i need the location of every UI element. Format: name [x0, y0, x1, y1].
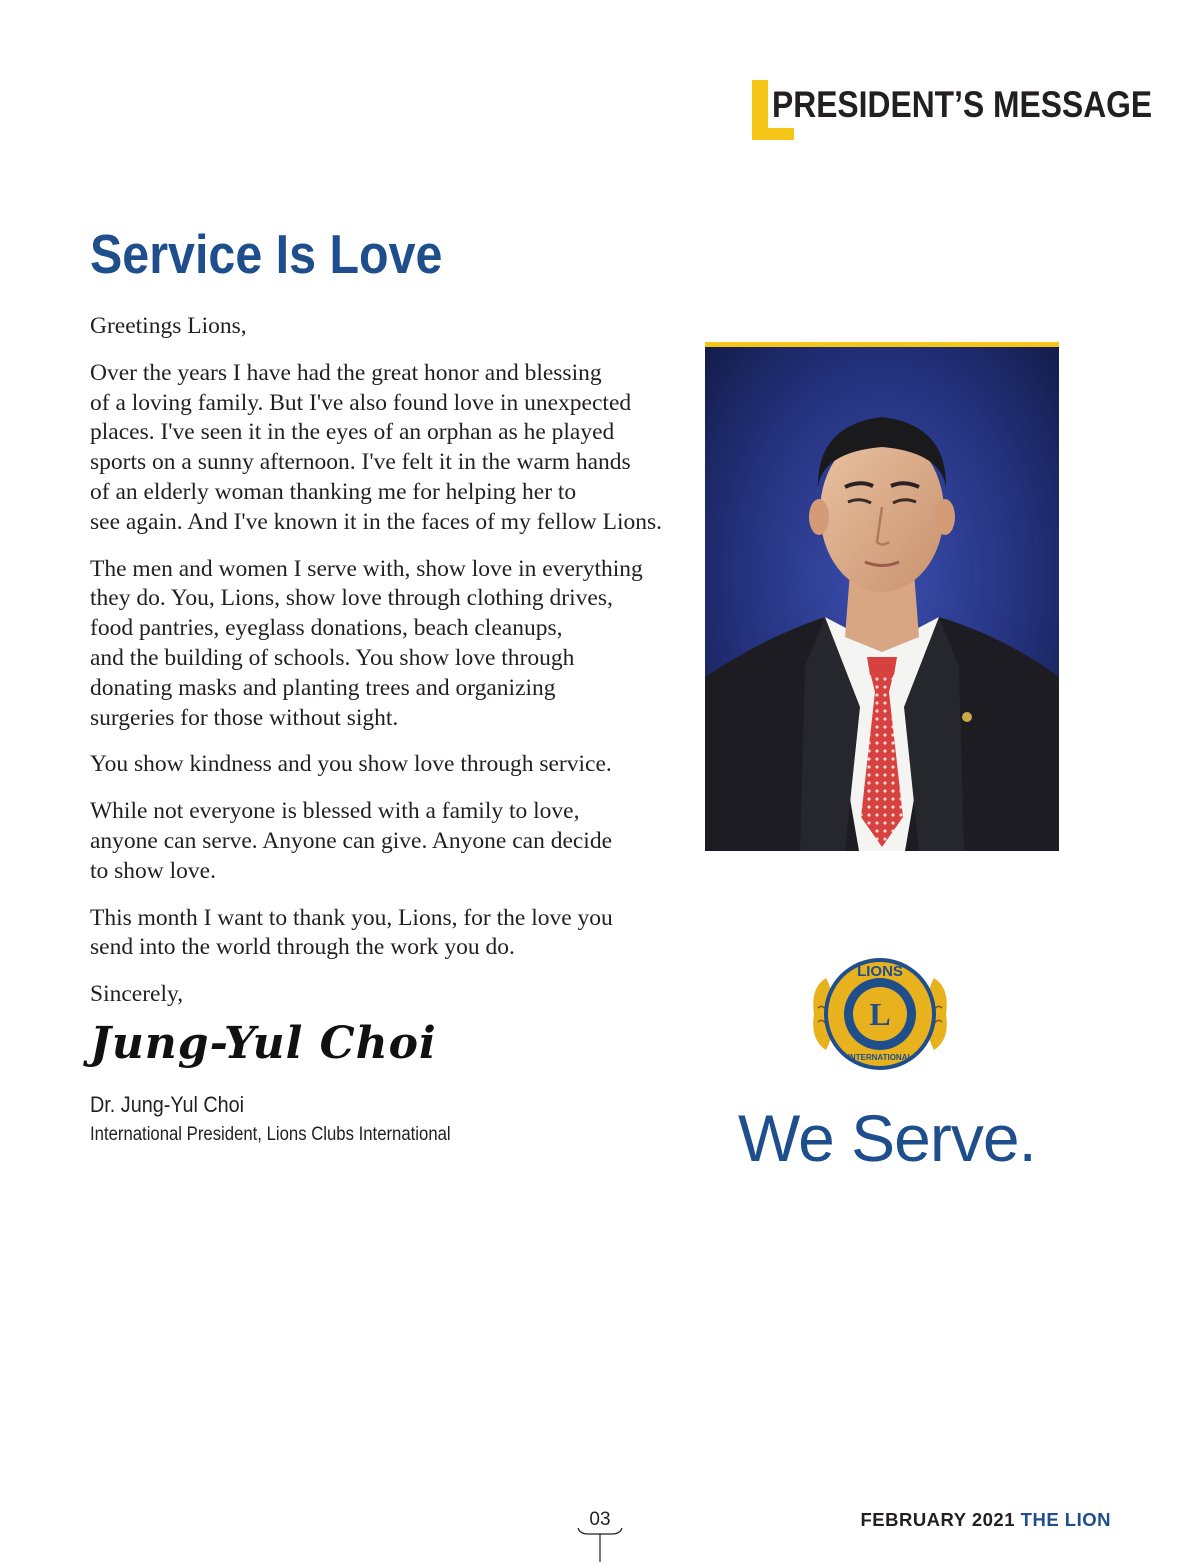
footer-date: FEBRUARY 2021: [860, 1509, 1016, 1530]
tagline: We Serve.: [738, 1101, 1036, 1175]
paragraph-line: of a loving family. But I've also found love in unexpected: [90, 389, 632, 416]
lions-international-logo: [808, 948, 952, 1080]
body-paragraph: [90, 555, 690, 734]
signer-name: Dr. Jung-Yul Choi: [90, 1092, 245, 1117]
signer-title: International President, Lions Clubs International: [90, 1124, 451, 1145]
paragraph-line: food pantries, eyeglass donations, beach cleanups,: [90, 615, 563, 642]
page-number-bracket-icon: [576, 1524, 624, 1564]
body-paragraph: [90, 904, 690, 964]
paragraph-line: anyone can serve. Anyone can give. Anyone can decide: [90, 827, 613, 854]
body-paragraph: [90, 750, 690, 780]
paragraph-line: places. I've seen it in the eyes of an orphan as he played: [90, 419, 615, 446]
president-portrait: [705, 342, 1059, 851]
paragraph-line: You show kindness and you show love through service.: [90, 751, 612, 778]
section-tag: [752, 80, 1153, 142]
article-body: [90, 312, 690, 1027]
logo-top-text: LIONS: [857, 963, 903, 980]
body-paragraph: [90, 359, 690, 538]
paragraph-line: to show love.: [90, 857, 216, 884]
handwritten-signature: Jung-Yul Choi: [90, 1018, 437, 1069]
footer-issue: [860, 1509, 1111, 1531]
body-paragraph: [90, 797, 690, 886]
paragraph-line: they do. You, Lions, show love through clothing drives,: [90, 585, 613, 612]
portrait-image: [705, 347, 1059, 851]
paragraphs: [90, 359, 690, 963]
paragraph-line: donating masks and planting trees and organizing: [90, 674, 556, 701]
article-title: Service Is Love: [90, 223, 443, 285]
closing: Sincerely,: [90, 981, 184, 1008]
logo-center-letter: L: [869, 996, 891, 1032]
greeting: Greetings Lions,: [90, 313, 247, 339]
paragraph-line: The men and women I serve with, show love in everything: [90, 555, 643, 582]
paragraph-line: sports on a sunny afternoon. I've felt it in the warm hands: [90, 449, 631, 476]
paragraph-line: and the building of schools. You show love through: [90, 644, 575, 671]
section-label: PRESIDENT’S MESSAGE: [772, 84, 1153, 125]
paragraph-line: This month I want to thank you, Lions, for the love you: [90, 904, 613, 931]
paragraph-line: of an elderly woman thanking me for helping her to: [90, 478, 577, 505]
paragraph-line: send into the world through the work you do.: [90, 934, 515, 961]
page-number: 03: [589, 1509, 611, 1530]
paragraph-line: While not everyone is blessed with a family to love,: [90, 798, 580, 825]
paragraph-line: surgeries for those without sight.: [90, 704, 399, 731]
logo-bottom-text: INTERNATIONAL: [847, 1053, 913, 1062]
paragraph-line: see again. And I've known it in the faces of my fellow Lions.: [90, 508, 663, 535]
tag-bracket-horizontal: [752, 128, 794, 140]
paragraph-line: Over the years I have had the great honor and blessing: [90, 359, 602, 386]
footer-magazine: THE LION: [1020, 1509, 1111, 1530]
